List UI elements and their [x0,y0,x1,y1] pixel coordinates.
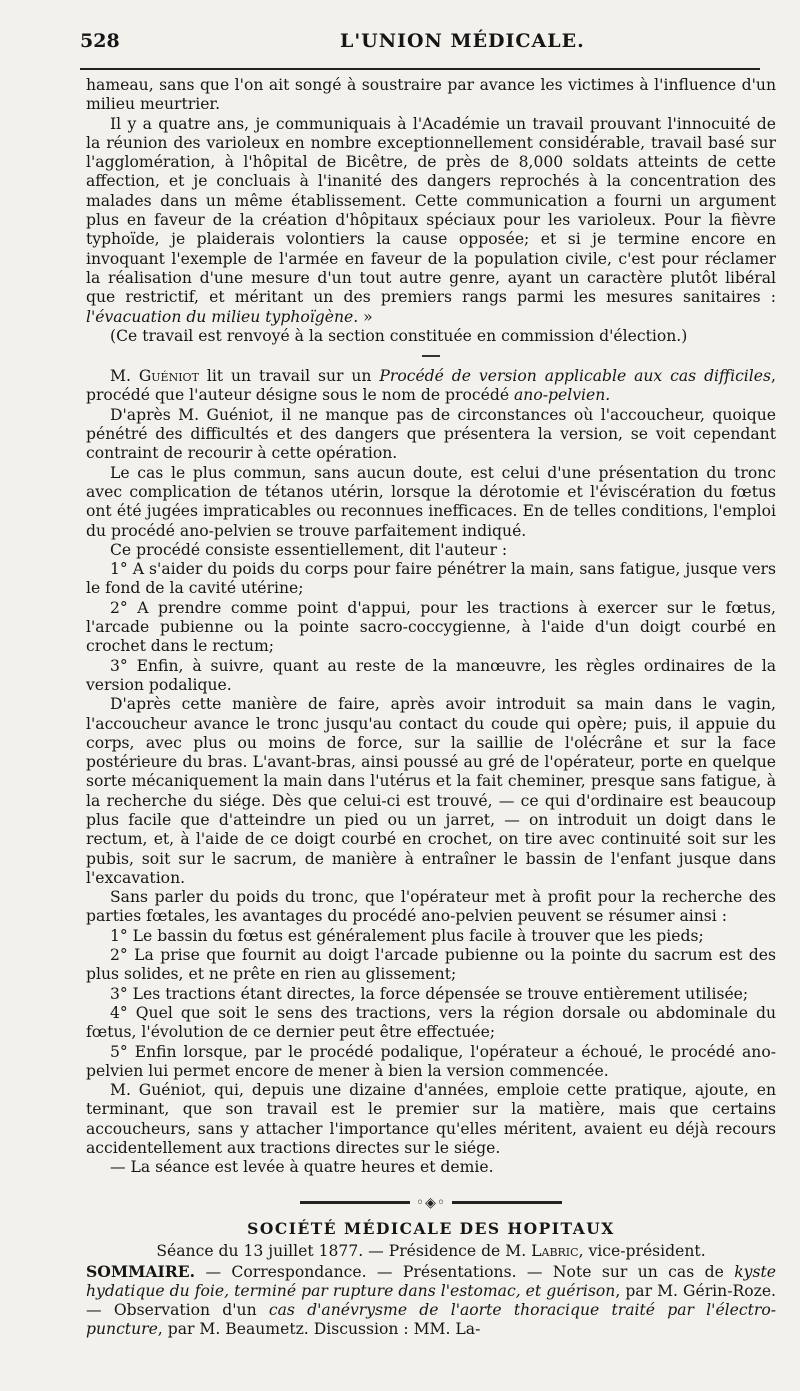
paragraph-text: lit un travail sur un [206,367,372,386]
paragraph: — La séance est levée à quatre heures et demie. [110,1158,494,1177]
paragraph: D'après M. Guéniot, il ne manque pas de circonstances où l'accoucheur, quoique pénétré des difficultés et des dangers que présentera la version, se voit cependant contraint de recourir à cette opération. [86,405,776,463]
paragraph [86,115,776,327]
summary-text: — Correspondance. — Présentations. — Note sur un cas de [205,1262,724,1281]
ornament-center: ◦◈◦ [415,1194,447,1211]
closing-quote: » [363,307,373,326]
session-text: Séance du 13 juillet 1877. — Présidence de M. [156,1242,527,1261]
list-item: 4° Quel que soit le sens des tractions, vers la région dorsale ou abdominale du fœtus, l'évolution de ce dernier peut être effectuée; [86,1003,776,1042]
summary-label: SOMMAIRE. [86,1261,196,1281]
paragraph: (Ce travail est renvoyé à la section constituée en commission d'élection.) [110,326,688,345]
list-item: 1° A s'aider du poids du corps pour faire pénétrer la main, sans fatigue, jusque vers le fond de la cavité utérine; [86,560,776,598]
summary-text: , par M. Gérin-Roze. — Observation d'un [86,1281,777,1320]
paragraph: M. Guéniot, qui, depuis une dizaine d'années, emploie cette pratique, ajoute, en terminant, que son travail est le premier sur la matière, mais que certains accoucheurs, sans y attacher l'importance qu'elles méritent, avaient eu déjà recours accidentellement aux tractions directes sur le siége. [86,1081,776,1158]
procedure-term: ano-pelvien. [514,386,611,405]
paragraph: Le cas le plus commun, sans aucun doute, est celui d'une présentation du tronc avec complication de tétanos utérin, lorsque la dérotomie et l'éviscération du fœtus ont été jugées impraticables ou reconnues inefficaces. En de telles conditions, l'emploi du procédé ano-pelvien se trouve parfaitement indiqué. [86,463,776,540]
italic-phrase: l'évacuation du milieu typhoïgène. [86,307,359,326]
session-text: , vice-président. [578,1242,706,1261]
work-title: Procédé de version applicable aux cas difficiles [379,367,772,386]
list-item: 5° Enfin lorsque, par le procédé podalique, l'opérateur a échoué, le procédé ano-pelvien lui permet encore de mener à bien la version commencée. [86,1042,776,1080]
document-body [86,76,776,1340]
paragraph: Ce procédé consiste essentiellement, dit l'auteur : [110,540,508,559]
page-header [80,30,760,56]
ornament-divider [86,1194,776,1213]
list-item: 1° Le bassin du fœtus est généralement plus facile à trouver que les pieds; [110,926,704,945]
list-item: 2° A prendre comme point d'appui, pour les tractions à exercer sur le fœtus, l'arcade pubienne ou la pointe sacro-coccygienne, à l'aide d'un doigt courbé en crochet dans le rectum; [86,598,776,656]
list-item: 2° La prise que fournit au doigt l'arcade pubienne ou la pointe du sacrum est des plus solides, et ne prête en rien au glissement; [86,946,776,984]
ornament-bar-right [452,1201,562,1204]
list-item: 3° Les tractions étant directes, la force dépensée se trouve entièrement utilisée; [110,984,749,1003]
paragraph [86,367,776,406]
paragraph-text: Il y a quatre ans, je communiquais à l'Académie un travail prouvant l'innocuité de la réunion des varioleux en nombre exceptionnellement considérable, travail basé sur l'agglomération, à l'hôpital de Bicêtre, de près de 8,000 soldats atteints de cette affection, et je concluais à l'inanité des dangers reprochés à la concentration des malades dans un même établissement. Cette communication a fourni un argument plus en faveur de la création d'hôpitaux spéciaux pour les varioleux. Pour la fièvre typhoïde, je plaiderais volontiers la cause opposée; et si je termine encore en invoquant l'exemple de l'armée en faveur de la population civile, c'est pour réclamer la réalisation d'une mesure d'un tout autre genre, ayant un caractère plutôt libéral que restrictif, et méritant un des premiers rangs parmi les mesures sanitaires : [86,114,776,307]
section-title: SOCIÉTÉ MÉDICALE DES HOPITAUX [247,1218,615,1238]
paragraph: D'après cette manière de faire, après avoir introduit sa main dans le vagin, l'accoucheur avance le tronc jusqu'au contact du coude qui opère; puis, il appuie du corps, avec plus ou moins de force, sur la saillie de l'olécrâne et sur la face postérieure du bras. L'avant-bras, ainsi poussé au gré de l'opérateur, porte en quelque sorte mécaniquement la main dans l'utérus et la fait cheminer, presque sans fatigue, à la recherche du siége. Dès que celui-ci est trouvé, — ce qui d'ordinaire est beaucoup plus facile que d'atteindre un pied ou un jarret, — on introduit un doigt dans le rectum, et, à l'aide de ce doigt courbé en crochet, on tire avec continuité soit sur les pubis, soit sur le sacrum, de manière à entraîner le bassin de l'enfant jusque dans l'excavation. [86,695,776,887]
summary-italic: cas d'anévrysme de l'aorte thoracique traité par l'électro-puncture [86,1301,776,1339]
paragraph-text: , procédé que l'auteur désigne sous le nom de procédé [86,367,776,405]
session-line [86,1242,776,1261]
paragraph: Sans parler du poids du tronc, que l'opérateur met à profit pour la recherche des parties fœtales, les avantages du procédé ano-pelvien peuvent se résumer ainsi : [86,888,776,926]
header-rule [80,68,760,70]
president-name: Labric [531,1242,579,1261]
list-item: 3° Enfin, à suivre, quant au reste de la manœuvre, les règles ordinaires de la version podalique. [86,656,776,694]
running-title: L'UNION MÉDICALE. [340,30,585,52]
summary-italic: kyste hydatique du foie, terminé par rupture dans l'estomac, et guérison [86,1262,776,1300]
separator-dash [422,355,440,357]
paragraph: hameau, sans que l'on ait songé à soustraire par avance les victimes à l'influence d'un milieu meurtrier. [86,76,776,114]
ornament-bar-left [300,1201,410,1204]
summary-text: , par M. Beaumetz. Discussion : MM. La- [157,1320,481,1339]
author-name: M. Guéniot [110,367,199,386]
page-number: 528 [80,30,120,52]
summary-paragraph [86,1262,776,1340]
